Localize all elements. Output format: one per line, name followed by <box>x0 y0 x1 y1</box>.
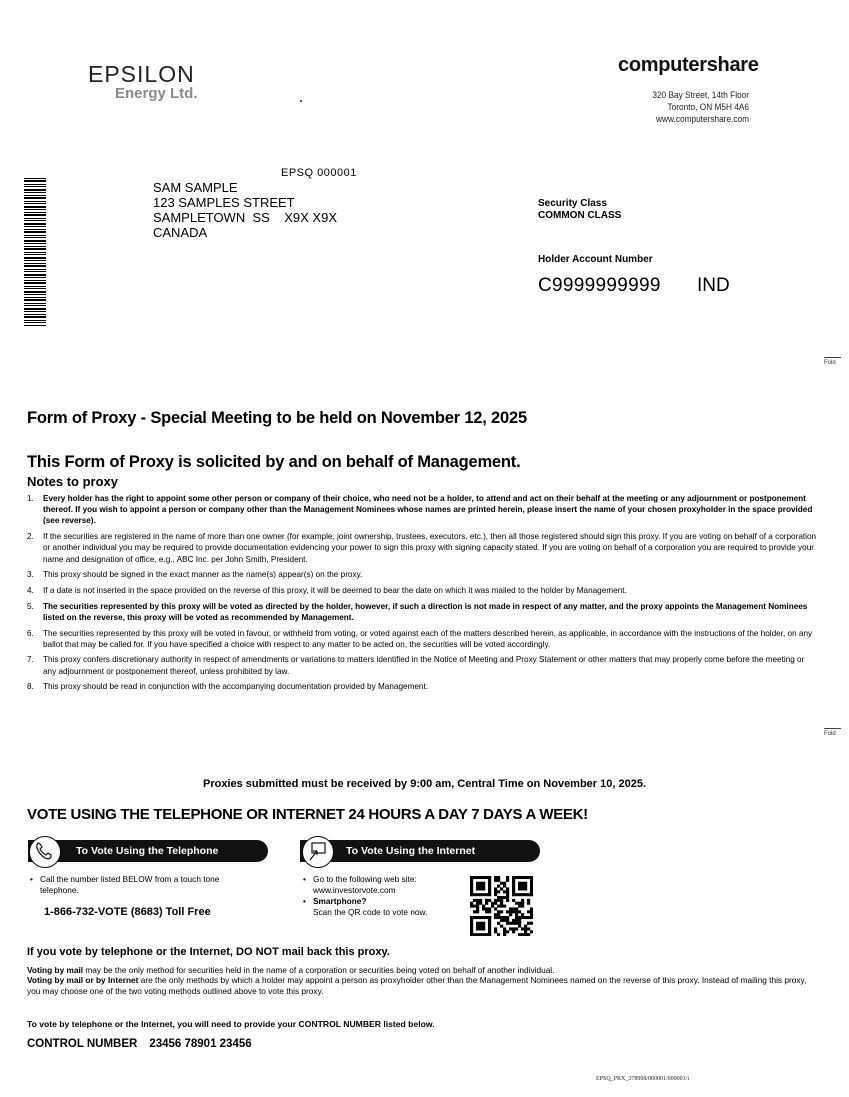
agent-name: computershare <box>618 54 759 76</box>
agent-address-line: www.computershare.com <box>656 114 749 124</box>
account-type: IND <box>697 275 730 296</box>
bullet: • <box>303 896 306 906</box>
note-item <box>27 493 817 527</box>
toll-free-number: 1-866-732-VOTE (8683) Toll Free <box>44 906 211 918</box>
holder-address-line: 123 SAMPLES STREET <box>153 195 295 210</box>
note-number: 7. <box>27 655 34 665</box>
fold-line <box>824 357 841 358</box>
mail-voting-info <box>27 965 817 996</box>
note-text: The securities represented by this proxy will be voted in favour, or withheld from voting, or voted against each of the matters described herein, as applicable, in accordance with the instructions of the holder, on any ballot that may be called for. If you have specified a choice with respect to any matter to be acted on, the securities will be voted accordingly. <box>43 628 813 649</box>
control-number-value: 23456 78901 23456 <box>149 1038 252 1050</box>
mail-info-text: may be the only method for securities held in the name of a corporation or securities being voted on behalf of another individual. <box>83 965 555 975</box>
smartphone-label: Smartphone? <box>313 896 367 906</box>
mail-info-line <box>27 965 817 975</box>
note-number: 5. <box>27 601 34 611</box>
note-text: Every holder has the right to appoint some other person or company of their choice, who need not be a holder, to attend and act on their behalf at the meeting or any adjournment or postponement thereof. If you wish to appoint a person or company other than the Management Nominees whose names are printed herein, please insert the name of your chosen proxyholder in the space provided (see reverse). <box>43 494 813 526</box>
bullet: • <box>303 874 306 884</box>
fold-mark <box>824 357 841 366</box>
note-text: This proxy confers discretionary authority in respect of amendments or variations to matters identified in the Notice of Meeting and Proxy Statement or other matters that may properly come before the meeting or any adjournment or postponement thereof, unless prohibited by law. <box>43 655 805 676</box>
postal-barcode <box>24 178 46 326</box>
mail-info-bold: Voting by mail <box>27 965 84 975</box>
note-number: 3. <box>27 570 34 580</box>
epsilon-logo <box>88 62 198 102</box>
cursor-screen-icon <box>302 836 334 868</box>
issuer-subname: Energy Ltd. <box>115 85 198 102</box>
note-item <box>27 628 817 650</box>
internet-instructions <box>303 874 468 917</box>
notes-list <box>27 493 817 697</box>
mail-info-text: are the only methods by which a holder may appoint a person as proxyholder other than the Management Nominees named on the reverse of this proxy. Instead of mailing this proxy, you may choose one of the two voting methods outlined above to vote this proxy. <box>27 975 807 996</box>
note-item <box>27 569 817 580</box>
vote-heading: VOTE USING THE TELEPHONE OR INTERNET 24 HOURS A DAY 7 DAYS A WEEK! <box>27 806 588 823</box>
security-class-value: COMMON CLASS <box>538 210 622 221</box>
note-text: The securities represented by this proxy will be voted as directed by the holder, however, if such a direction is not made in respect of any matter, and the proxy appoints the Management Nominees listed on the reverse, this proxy will be voted as recommended by Management. <box>43 601 808 622</box>
qr-code <box>470 876 533 936</box>
holder-address-line: SAM SAMPLE <box>153 180 238 195</box>
telephone-instruction: Call the number listed BELOW from a touch tone telephone. <box>40 874 220 895</box>
control-number <box>27 1038 252 1050</box>
fold-label: Fold <box>824 731 836 737</box>
mail-code: EPSQ 000001 <box>281 167 357 179</box>
computershare-logo <box>618 54 759 77</box>
phone-icon <box>29 836 61 868</box>
account-number: C9999999999 <box>538 275 661 296</box>
form-code: EPSQ_PRX_378908/000001/000001/i <box>596 1076 690 1082</box>
holder-address-line: SAMPLETOWN SS X9X X9X <box>153 210 337 225</box>
note-text: If the securities are registered in the name of more than one owner (for example, joint ownership, trustees, executors, etc.), then all those registered should sign this proxy. If you are voting on behalf of a corporation or another individual you may be required to provide documentation evidencing your power to sign this proxy with signing capacity stated. If you are voting on behalf of a corporation you are required to provide your name and designation of office, e.g., ABC Inc. per John Smith, President. <box>43 532 817 564</box>
security-class <box>538 198 621 222</box>
note-item <box>27 601 817 623</box>
control-number-instruction: To vote by telephone or the Internet, you will need to provide your CONTROL NUMBER listed below. <box>27 1019 435 1029</box>
stray-dot <box>300 100 302 102</box>
note-number: 2. <box>27 532 34 542</box>
note-text: This proxy should be read in conjunction with the accompanying documentation provided by Management. <box>43 682 429 692</box>
deadline-notice: Proxies submitted must be received by 9:00 am, Central Time on November 10, 2025. <box>202 778 647 790</box>
mail-info-line <box>27 975 817 996</box>
note-number: 6. <box>27 628 34 638</box>
fold-label: Fold <box>824 360 836 366</box>
page-title: Form of Proxy - Special Meeting to be held on November 12, 2025 <box>27 409 527 427</box>
telephone-instructions <box>30 874 250 895</box>
solicited-heading: This Form of Proxy is solicited by and on behalf of Management. <box>27 453 521 471</box>
note-item <box>27 585 817 596</box>
note-number: 8. <box>27 682 34 692</box>
do-not-mail-notice: If you vote by telephone or the Internet, DO NOT mail back this proxy. <box>27 946 390 958</box>
note-number: 4. <box>27 585 34 595</box>
mail-info-bold: Voting by mail or by Internet <box>27 975 139 986</box>
note-number: 1. <box>27 494 34 503</box>
note-text: This proxy should be signed in the exact manner as the name(s) appear(s) on the proxy. <box>43 570 363 580</box>
telephone-vote-bar <box>28 840 268 862</box>
smartphone-text: Scan the QR code to vote now. <box>313 906 428 917</box>
fold-mark <box>824 728 841 737</box>
control-number-label: CONTROL NUMBER <box>27 1038 138 1050</box>
note-item <box>27 681 817 692</box>
notes-heading: Notes to proxy <box>27 474 119 489</box>
note-text: If a date is not inserted in the space provided on the reverse of this proxy, it will be deemed to bear the date on which it was mailed to the holder by Management. <box>43 585 627 595</box>
telephone-vote-label: To Vote Using the Telephone <box>76 845 219 857</box>
agent-address-line: 320 Bay Street, 14th Floor <box>652 90 749 100</box>
internet-vote-label: To Vote Using the Internet <box>346 845 476 857</box>
note-item <box>27 654 817 676</box>
holder-address-line: CANADA <box>153 225 208 240</box>
internet-vote-bar <box>300 840 540 862</box>
bullet: • <box>30 874 33 884</box>
note-item <box>27 531 817 565</box>
agent-address <box>549 89 749 125</box>
account-number-label: Holder Account Number <box>538 254 653 265</box>
holder-address <box>153 180 337 240</box>
fold-line <box>824 728 841 729</box>
issuer-name: EPSILON <box>88 61 195 87</box>
security-class-label: Security Class <box>538 198 607 209</box>
internet-instruction: Go to the following web site: www.investorvote.com <box>313 874 417 895</box>
agent-address-line: Toronto, ON M5H 4A6 <box>667 102 749 112</box>
